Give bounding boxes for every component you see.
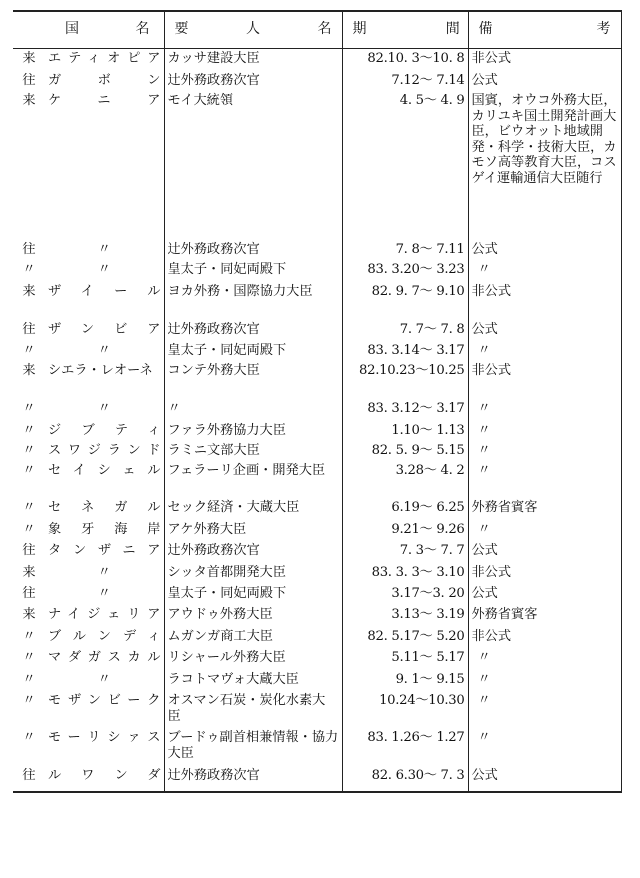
remarks-cell: 〃 (468, 728, 621, 766)
direction-cell: 〃 (22, 693, 36, 708)
official-cell: ラコトマヴォ大蔵大臣 (164, 670, 342, 691)
official-cell: ラミニ文部大臣 (164, 441, 342, 461)
period-cell: 1.10～ 1.13 (342, 421, 468, 441)
official-cell: 辻外務政務次官 (164, 766, 342, 792)
country-cell: 〃 (45, 260, 164, 282)
period-cell: 83. 3.12～ 3.17 (342, 399, 468, 421)
direction-cell: 〃 (22, 443, 36, 458)
table-row (13, 461, 621, 498)
official-cell: 皇太子・同妃両殿下 (164, 584, 342, 605)
table-row (13, 240, 621, 260)
direction-cell: 〃 (22, 262, 36, 277)
country-cell: ガボン (45, 71, 164, 91)
country-cell: 〃 (45, 399, 164, 421)
table-row (13, 605, 621, 627)
table-row (13, 341, 621, 361)
country-cell: ルワンダ (45, 766, 164, 792)
official-cell: 皇太子・同妃両殿下 (164, 341, 342, 361)
official-cell: オスマン石炭・炭化水素大臣 (164, 691, 342, 728)
country-cell: マダガスカル (45, 648, 164, 670)
official-cell: シッタ首都開発大臣 (164, 563, 342, 584)
official-cell: モイ大統領 (164, 91, 342, 240)
period-cell: 3.13～ 3.19 (342, 605, 468, 627)
table-row (13, 670, 621, 691)
table-header (13, 11, 621, 48)
header-period: 期 間 (342, 11, 468, 48)
official-cell: フェラーリ企画・開発大臣 (164, 461, 342, 498)
direction-cell: 往 (22, 543, 36, 558)
period-cell: 82.10. 3～10. 8 (342, 48, 468, 71)
country-cell: ジブティ (45, 421, 164, 441)
remarks-cell: 非公式 (468, 48, 621, 71)
country-cell: 〃 (45, 240, 164, 260)
country-cell: エティオピア (45, 48, 164, 71)
header-country: 国 名 (45, 11, 164, 48)
period-cell: 3.28～ 4. 2 (342, 461, 468, 498)
table-row (13, 91, 621, 240)
direction-cell: 〃 (22, 650, 36, 665)
period-cell: 82. 9. 7～ 9.10 (342, 282, 468, 320)
official-cell: アウドゥ外務大臣 (164, 605, 342, 627)
official-cell: 辻外務政務次官 (164, 240, 342, 260)
country-cell: シエラ・レオーネ (45, 361, 164, 399)
table-row (13, 498, 621, 520)
period-cell: 7.12～ 7.14 (342, 71, 468, 91)
country-cell: ザンビア (45, 320, 164, 341)
header-official: 要 人 名 (164, 11, 342, 48)
period-cell: 5.11～ 5.17 (342, 648, 468, 670)
direction-cell: 〃 (22, 730, 36, 745)
country-cell: セネガル (45, 498, 164, 520)
remarks-cell: 〃 (468, 691, 621, 728)
direction-cell: 来 (22, 565, 36, 580)
period-cell: 83. 1.26～ 1.27 (342, 728, 468, 766)
remarks-cell: 非公式 (468, 627, 621, 648)
official-cell: ヨカ外務・国際協力大臣 (164, 282, 342, 320)
remarks-cell: 〃 (468, 520, 621, 541)
country-cell: セイシェル (45, 461, 164, 498)
remarks-cell: 〃 (468, 421, 621, 441)
remarks-cell: 〃 (468, 341, 621, 361)
table-row (13, 441, 621, 461)
official-cell: 辻外務政務次官 (164, 541, 342, 563)
direction-cell: 往 (22, 586, 36, 601)
table-row (13, 421, 621, 441)
table-body (13, 48, 621, 792)
country-cell: タンザニア (45, 541, 164, 563)
direction-cell: 〃 (22, 500, 36, 515)
remarks-cell: 国賓，オウコ外務大臣，カリユキ国土開発計画大臣，ビウオット地域開発・科学・技術大臣，カモソ高等教育大臣，コスゲイ運輸通信大臣随行 (468, 91, 621, 240)
official-cell: アケ外務大臣 (164, 520, 342, 541)
table-row (13, 282, 621, 320)
country-cell: スワジランド (45, 441, 164, 461)
table-row (13, 541, 621, 563)
direction-cell: 〃 (22, 463, 36, 478)
table-row (13, 71, 621, 91)
table-row (13, 648, 621, 670)
remarks-cell: 外務省賓客 (468, 605, 621, 627)
remarks-cell: 〃 (468, 648, 621, 670)
country-cell: 〃 (45, 670, 164, 691)
table-row (13, 361, 621, 399)
remarks-cell: 公式 (468, 766, 621, 792)
remarks-cell: 〃 (468, 260, 621, 282)
direction-cell: 〃 (22, 522, 36, 537)
direction-cell: 来 (22, 284, 36, 299)
remarks-cell: 外務省賓客 (468, 498, 621, 520)
visits-table (13, 10, 622, 793)
table-row (13, 584, 621, 605)
remarks-cell: 〃 (468, 461, 621, 498)
country-cell: 〃 (45, 584, 164, 605)
remarks-cell: 〃 (468, 670, 621, 691)
visits-table-document (13, 10, 622, 793)
table-row (13, 563, 621, 584)
table-row (13, 48, 621, 71)
official-cell: 皇太子・同妃両殿下 (164, 260, 342, 282)
period-cell: 3.17～3. 20 (342, 584, 468, 605)
direction-cell: 往 (13, 766, 45, 792)
period-cell: 83. 3.20～ 3.23 (342, 260, 468, 282)
table-row (13, 766, 621, 792)
country-cell: モザンビーク (45, 691, 164, 728)
direction-cell: 〃 (22, 401, 36, 416)
remarks-cell: 〃 (468, 441, 621, 461)
period-cell: 10.24～10.30 (342, 691, 468, 728)
official-cell: カッサ建設大臣 (164, 48, 342, 71)
remarks-cell: 公式 (468, 541, 621, 563)
remarks-cell: 非公式 (468, 563, 621, 584)
official-cell: ムガンガ商工大臣 (164, 627, 342, 648)
direction-cell: 〃 (22, 343, 36, 358)
country-cell: 象牙海岸 (45, 520, 164, 541)
country-cell: ケニア (45, 91, 164, 240)
official-cell: 〃 (164, 399, 342, 421)
direction-cell: 往 (22, 242, 36, 257)
remarks-cell: 非公式 (468, 361, 621, 399)
table-row (13, 399, 621, 421)
table-row (13, 691, 621, 728)
period-cell: 7. 8～ 7.11 (342, 240, 468, 260)
header-direction (13, 11, 45, 48)
period-cell: 83. 3.14～ 3.17 (342, 341, 468, 361)
official-cell: リシャール外務大臣 (164, 648, 342, 670)
direction-cell: 来 (22, 607, 36, 622)
country-cell: ザイール (45, 282, 164, 320)
direction-cell: 往 (22, 322, 36, 337)
direction-cell: 来 (22, 93, 36, 108)
header-remarks: 備 考 (468, 11, 621, 48)
remarks-cell: 公式 (468, 71, 621, 91)
period-cell: 9. 1～ 9.15 (342, 670, 468, 691)
period-cell: 7. 7～ 7. 8 (342, 320, 468, 341)
direction-cell: 往 (22, 73, 36, 88)
period-cell: 82.10.23～10.25 (342, 361, 468, 399)
country-cell: 〃 (45, 341, 164, 361)
official-cell: 辻外務政務次官 (164, 71, 342, 91)
country-cell: 〃 (45, 563, 164, 584)
period-cell: 7. 3～ 7. 7 (342, 541, 468, 563)
official-cell: ファラ外務協力大臣 (164, 421, 342, 441)
official-cell: コンテ外務大臣 (164, 361, 342, 399)
direction-cell: 来 (22, 363, 36, 378)
table-row (13, 520, 621, 541)
period-cell: 9.21～ 9.26 (342, 520, 468, 541)
period-cell: 83. 3. 3～ 3.10 (342, 563, 468, 584)
remarks-cell: 公式 (468, 584, 621, 605)
table-row (13, 320, 621, 341)
table-row (13, 627, 621, 648)
remarks-cell: 〃 (468, 399, 621, 421)
direction-cell: 来 (22, 50, 36, 66)
official-cell: 辻外務政務次官 (164, 320, 342, 341)
official-cell: ブードゥ副首相兼情報・協力大臣 (164, 728, 342, 766)
remarks-cell: 公式 (468, 240, 621, 260)
period-cell: 82. 6.30～ 7. 3 (342, 766, 468, 792)
period-cell: 82. 5. 9～ 5.15 (342, 441, 468, 461)
table-row (13, 728, 621, 766)
period-cell: 6.19～ 6.25 (342, 498, 468, 520)
period-cell: 4. 5～ 4. 9 (342, 91, 468, 240)
direction-cell: 〃 (22, 629, 36, 644)
official-cell: セック経済・大蔵大臣 (164, 498, 342, 520)
period-cell: 82. 5.17～ 5.20 (342, 627, 468, 648)
table-row (13, 260, 621, 282)
country-cell: ブルンディ (45, 627, 164, 648)
direction-cell: 〃 (22, 672, 36, 687)
country-cell: ナイジェリア (45, 605, 164, 627)
remarks-cell: 公式 (468, 320, 621, 341)
country-cell: モーリシァス (45, 728, 164, 766)
remarks-cell: 非公式 (468, 282, 621, 320)
direction-cell: 〃 (22, 423, 36, 438)
